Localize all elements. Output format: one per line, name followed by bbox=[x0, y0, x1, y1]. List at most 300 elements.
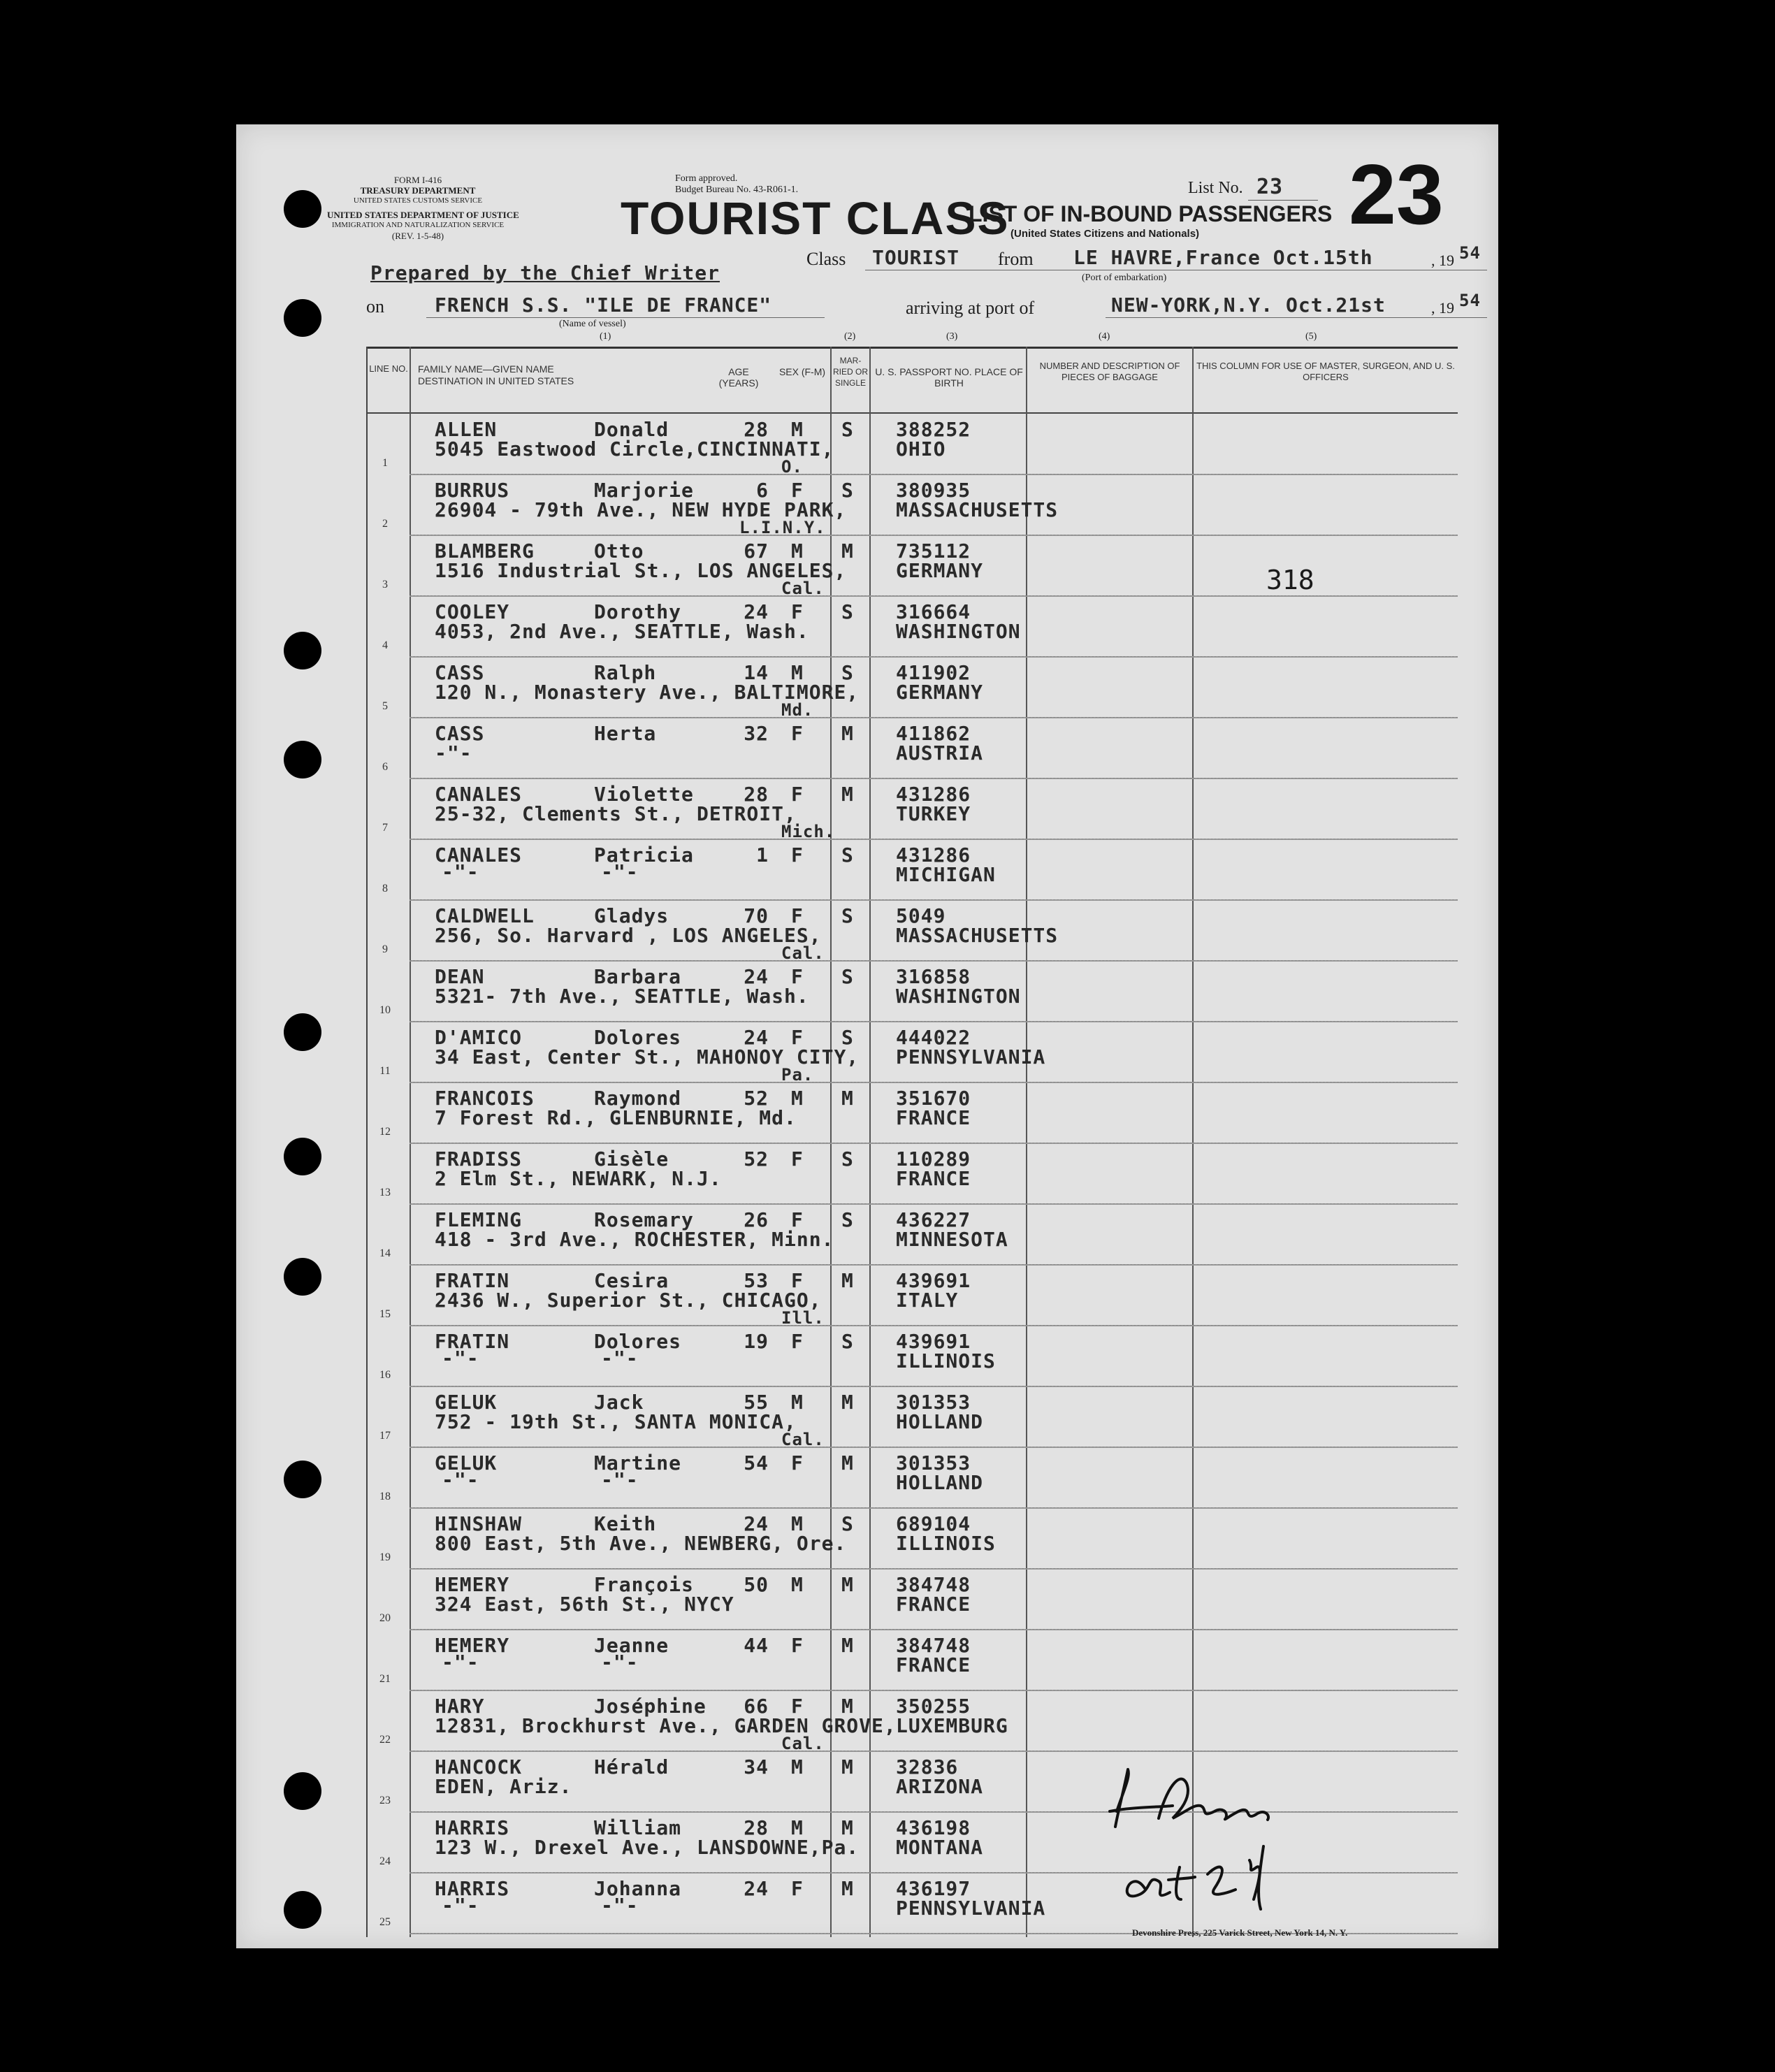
sex: F bbox=[791, 1634, 804, 1657]
ditto-mark: -"- bbox=[442, 1651, 479, 1674]
passport-number: 689104 bbox=[896, 1512, 971, 1535]
given-name: Jeanne bbox=[594, 1634, 669, 1657]
arriving-underline bbox=[1106, 317, 1487, 318]
passport-number: 5049 bbox=[896, 904, 946, 927]
given-name: Patricia bbox=[594, 843, 694, 867]
sex: F bbox=[791, 600, 804, 623]
given-name: Ralph bbox=[594, 661, 657, 684]
sex: M bbox=[791, 1391, 804, 1414]
place-of-birth: ARIZONA bbox=[896, 1775, 984, 1798]
row-divider bbox=[410, 778, 1458, 779]
destination-state: Cal. bbox=[781, 1734, 825, 1753]
passport-number: 431286 bbox=[896, 783, 971, 806]
family-name: HARRIS bbox=[435, 1877, 510, 1900]
place-of-birth: MINNESOTA bbox=[896, 1228, 1008, 1251]
destination-state: Ill. bbox=[781, 1308, 825, 1328]
age: 26 bbox=[744, 1208, 769, 1231]
from-year: 54 bbox=[1459, 243, 1481, 263]
age: 66 bbox=[744, 1695, 769, 1718]
destination-address: 752 - 19th St., SANTA MONICA, bbox=[435, 1410, 797, 1433]
place-of-birth: GERMANY bbox=[896, 681, 984, 704]
sex: F bbox=[791, 1147, 804, 1171]
sex: M bbox=[791, 418, 804, 441]
line-number: 21 bbox=[379, 1673, 391, 1685]
given-name: Dolores bbox=[594, 1330, 682, 1353]
marital-status: M bbox=[841, 1087, 854, 1110]
passport-number: 32836 bbox=[896, 1755, 959, 1778]
marital-status: M bbox=[841, 783, 854, 806]
age: 6 bbox=[756, 479, 769, 502]
budget-bureau-no: Budget Bureau No. 43-R061-1. bbox=[675, 184, 799, 195]
line-number: 11 bbox=[379, 1065, 391, 1077]
table-top-border bbox=[366, 347, 1458, 349]
line-number: 5 bbox=[382, 700, 388, 712]
age: 70 bbox=[744, 904, 769, 927]
passenger-manifest-page bbox=[236, 124, 1498, 1948]
marital-status: S bbox=[841, 1026, 854, 1049]
given-name: Jack bbox=[594, 1391, 644, 1414]
destination-state: Cal. bbox=[781, 579, 825, 598]
marital-status: M bbox=[841, 1391, 854, 1414]
age: 24 bbox=[744, 1512, 769, 1535]
sex: M bbox=[791, 1573, 804, 1596]
age: 14 bbox=[744, 661, 769, 684]
family-name: CANALES bbox=[435, 783, 523, 806]
age: 24 bbox=[744, 600, 769, 623]
arriving-year: 54 bbox=[1459, 291, 1481, 310]
passport-number: 110289 bbox=[896, 1147, 971, 1171]
given-name: Keith bbox=[594, 1512, 657, 1535]
passport-number: 431286 bbox=[896, 843, 971, 867]
punch-hole bbox=[284, 190, 321, 228]
age: 28 bbox=[744, 418, 769, 441]
marital-status: M bbox=[841, 1573, 854, 1596]
destination-address: 123 W., Drexel Ave., LANSDOWNE,Pa. bbox=[435, 1836, 860, 1859]
place-of-birth: ILLINOIS bbox=[896, 1349, 996, 1372]
marital-status: S bbox=[841, 1208, 854, 1231]
age: 32 bbox=[744, 722, 769, 745]
vessel-underline bbox=[426, 317, 825, 318]
sex: F bbox=[791, 1877, 804, 1900]
punch-hole bbox=[284, 1891, 321, 1929]
marital-status: M bbox=[841, 1695, 854, 1718]
family-name: BURRUS bbox=[435, 479, 510, 502]
age: 34 bbox=[744, 1755, 769, 1778]
given-name: Hérald bbox=[594, 1755, 669, 1778]
destination-address: 7 Forest Rd., GLENBURNIE, Md. bbox=[435, 1106, 797, 1129]
passport-number: 384748 bbox=[896, 1634, 971, 1657]
passport-number: 384748 bbox=[896, 1573, 971, 1596]
passport-number: 411862 bbox=[896, 722, 971, 745]
line-number: 16 bbox=[379, 1369, 391, 1381]
place-of-birth: ITALY bbox=[896, 1289, 959, 1312]
passport-number: 439691 bbox=[896, 1330, 971, 1353]
given-name: Martine bbox=[594, 1451, 682, 1475]
marital-status: S bbox=[841, 965, 854, 988]
destination-state: Cal. bbox=[781, 943, 825, 963]
customs-service: UNITED STATES CUSTOMS SERVICE bbox=[353, 196, 483, 205]
class-label: Class bbox=[806, 249, 846, 269]
passport-number: 350255 bbox=[896, 1695, 971, 1718]
age: 28 bbox=[744, 783, 769, 806]
destination-address: -"- bbox=[435, 741, 472, 765]
family-name: FRADISS bbox=[435, 1147, 523, 1171]
row-divider bbox=[410, 1143, 1458, 1144]
sex: M bbox=[791, 1755, 804, 1778]
line-number: 23 bbox=[379, 1795, 391, 1806]
line-number: 19 bbox=[379, 1551, 391, 1563]
col-num-1: (1) bbox=[600, 331, 611, 342]
arriving-year-prefix: , 19 bbox=[1431, 299, 1454, 317]
given-name: Gladys bbox=[594, 904, 669, 927]
age: 55 bbox=[744, 1391, 769, 1414]
given-name: Dolores bbox=[594, 1026, 682, 1049]
row-divider bbox=[410, 1629, 1458, 1630]
punch-hole bbox=[284, 1772, 321, 1810]
passport-number: 301353 bbox=[896, 1451, 971, 1475]
destination-state: Cal. bbox=[781, 1430, 825, 1449]
place-of-birth: FRANCE bbox=[896, 1653, 971, 1676]
place-of-birth: ILLINOIS bbox=[896, 1532, 996, 1555]
sex: M bbox=[791, 539, 804, 563]
passport-number: 735112 bbox=[896, 539, 971, 563]
sex: M bbox=[791, 661, 804, 684]
family-name: HINSHAW bbox=[435, 1512, 523, 1535]
sex: F bbox=[791, 1269, 804, 1292]
age: 28 bbox=[744, 1816, 769, 1839]
sex: F bbox=[791, 965, 804, 988]
destination-address: EDEN, Ariz. bbox=[435, 1775, 572, 1798]
col-header-married: MAR-RIED OR SINGLE bbox=[832, 356, 868, 388]
given-name: Otto bbox=[594, 539, 644, 563]
given-name: Dorothy bbox=[594, 600, 682, 623]
destination-state: O. bbox=[781, 457, 803, 477]
given-name: Violette bbox=[594, 783, 694, 806]
printer-credit: Devonshire Press, 225 Varick Street, New York 14, N. Y. bbox=[1132, 1927, 1348, 1938]
punch-hole bbox=[284, 1461, 321, 1498]
passport-number: 316858 bbox=[896, 965, 971, 988]
ditto-mark: -"- bbox=[601, 860, 639, 883]
family-name: COOLEY bbox=[435, 600, 510, 623]
row-divider bbox=[410, 960, 1458, 962]
family-name: CASS bbox=[435, 722, 485, 745]
port-embarkation-caption: (Port of embarkation) bbox=[1082, 273, 1167, 283]
place-of-birth: MONTANA bbox=[896, 1836, 984, 1859]
big-list-number: 23 bbox=[1349, 147, 1444, 242]
given-name: Gisèle bbox=[594, 1147, 669, 1171]
table-header-bottom bbox=[366, 412, 1458, 414]
form-approved: Form approved. bbox=[675, 173, 738, 184]
col-num-3: (3) bbox=[946, 331, 958, 342]
marital-status: M bbox=[841, 722, 854, 745]
line-number: 2 bbox=[382, 518, 388, 530]
sex: F bbox=[791, 783, 804, 806]
marital-status: S bbox=[841, 1512, 854, 1535]
ditto-mark: -"- bbox=[442, 1468, 479, 1491]
place-of-birth: HOLLAND bbox=[896, 1471, 984, 1494]
row-divider bbox=[410, 1507, 1458, 1509]
row-divider bbox=[410, 717, 1458, 718]
place-of-birth: FRANCE bbox=[896, 1593, 971, 1616]
row-divider bbox=[410, 656, 1458, 658]
punch-hole bbox=[284, 1258, 321, 1296]
punch-hole bbox=[284, 1138, 321, 1175]
destination-address: 12831, Brockhurst Ave., GARDEN GROVE, bbox=[435, 1714, 897, 1737]
destination-state: Md. bbox=[781, 700, 814, 720]
col-header-baggage: NUMBER AND DESCRIPTION OF PIECES OF BAGGAGE bbox=[1039, 361, 1180, 382]
line-number: 1 bbox=[382, 457, 388, 469]
col-border-baggage bbox=[1192, 347, 1194, 1937]
age: 24 bbox=[744, 1877, 769, 1900]
family-name: FRATIN bbox=[435, 1269, 510, 1292]
row-divider bbox=[410, 839, 1458, 840]
officer-note: 318 bbox=[1266, 565, 1314, 595]
marital-status: S bbox=[841, 843, 854, 867]
col-border-married bbox=[869, 347, 871, 1937]
department-of-justice: UNITED STATES DEPARTMENT OF JUSTICE bbox=[327, 210, 519, 220]
sex: F bbox=[791, 1208, 804, 1231]
age: 53 bbox=[744, 1269, 769, 1292]
on-label: on bbox=[366, 296, 384, 317]
ditto-mark: -"- bbox=[442, 860, 479, 883]
vessel-caption: (Name of vessel) bbox=[559, 319, 626, 329]
age: 24 bbox=[744, 1026, 769, 1049]
col-header-name: FAMILY NAME—GIVEN NAME bbox=[418, 363, 554, 375]
family-name: CANALES bbox=[435, 843, 523, 867]
family-name: FRANCOIS bbox=[435, 1087, 535, 1110]
line-number: 25 bbox=[379, 1916, 391, 1928]
ins-service: IMMIGRATION AND NATURALIZATION SERVICE bbox=[331, 221, 505, 229]
line-number: 4 bbox=[382, 639, 388, 651]
passport-number: 439691 bbox=[896, 1269, 971, 1292]
age: 44 bbox=[744, 1634, 769, 1657]
family-name: FLEMING bbox=[435, 1208, 523, 1231]
row-divider bbox=[410, 535, 1458, 536]
tourist-class-stamp: TOURIST CLASS bbox=[621, 192, 1010, 244]
given-name: William bbox=[594, 1816, 682, 1839]
from-year-prefix: , 19 bbox=[1431, 252, 1454, 269]
given-name: Johanna bbox=[594, 1877, 682, 1900]
passport-number: 388252 bbox=[896, 418, 971, 441]
place-of-birth: AUSTRIA bbox=[896, 741, 984, 765]
arriving-value: NEW-YORK,N.Y. Oct.21st bbox=[1111, 294, 1386, 317]
age: 50 bbox=[744, 1573, 769, 1596]
destination-state: Mich. bbox=[781, 822, 836, 841]
col-header-passport: U. S. PASSPORT NO. PLACE OF BIRTH bbox=[875, 366, 1023, 389]
destination-address: 5321- 7th Ave., SEATTLE, Wash. bbox=[435, 985, 809, 1008]
family-name: HARY bbox=[435, 1695, 485, 1718]
col-num-2: (2) bbox=[844, 331, 856, 342]
line-number: 8 bbox=[382, 883, 388, 894]
sex: F bbox=[791, 904, 804, 927]
family-name: GELUK bbox=[435, 1451, 498, 1475]
place-of-birth: PENNSYLVANIA bbox=[896, 1897, 1046, 1920]
destination-address: 2436 W., Superior St., CHICAGO, bbox=[435, 1289, 822, 1312]
marital-status: M bbox=[841, 1755, 854, 1778]
line-number: 9 bbox=[382, 943, 388, 955]
age: 52 bbox=[744, 1147, 769, 1171]
place-of-birth: WASHINGTON bbox=[896, 620, 1021, 643]
col-header-line-no: LINE NO. bbox=[369, 363, 408, 374]
age: 24 bbox=[744, 965, 769, 988]
marital-status: M bbox=[841, 1451, 854, 1475]
col-header-destination: DESTINATION IN UNITED STATES bbox=[418, 375, 574, 386]
marital-status: M bbox=[841, 539, 854, 563]
passport-number: 444022 bbox=[896, 1026, 971, 1049]
destination-address: 418 - 3rd Ave., ROCHESTER, Minn. bbox=[435, 1228, 834, 1251]
ditto-mark: -"- bbox=[601, 1894, 639, 1917]
prepared-by: Prepared by the Chief Writer bbox=[370, 261, 720, 284]
destination-address: 26904 - 79th Ave., NEW HYDE PARK, bbox=[435, 498, 847, 521]
revision-date: (REV. 1-5-48) bbox=[391, 231, 444, 241]
line-number: 12 bbox=[379, 1126, 391, 1138]
marital-status: M bbox=[841, 1634, 854, 1657]
line-number: 14 bbox=[379, 1247, 391, 1259]
list-no-underline bbox=[1248, 200, 1318, 201]
row-divider bbox=[410, 899, 1458, 901]
place-of-birth: HOLLAND bbox=[896, 1410, 984, 1433]
punch-hole bbox=[284, 632, 321, 669]
given-name: Cesira bbox=[594, 1269, 669, 1292]
destination-address: 5045 Eastwood Circle,CINCINNATI, bbox=[435, 437, 834, 461]
family-name: HEMERY bbox=[435, 1634, 510, 1657]
sex: F bbox=[791, 479, 804, 502]
destination-address: 120 N., Monastery Ave., BALTIMORE, bbox=[435, 681, 860, 704]
inspector-signature bbox=[1103, 1762, 1354, 1933]
line-number: 15 bbox=[379, 1308, 391, 1320]
row-divider bbox=[410, 1203, 1458, 1205]
family-name: HANCOCK bbox=[435, 1755, 523, 1778]
family-name: CALDWELL bbox=[435, 904, 535, 927]
given-name: Donald bbox=[594, 418, 669, 441]
destination-address: 324 East, 56th St., NYCY bbox=[435, 1593, 734, 1616]
sex: M bbox=[791, 1816, 804, 1839]
place-of-birth: GERMANY bbox=[896, 559, 984, 582]
passport-number: 436197 bbox=[896, 1877, 971, 1900]
given-name: Barbara bbox=[594, 965, 682, 988]
line-number: 17 bbox=[379, 1430, 391, 1442]
row-divider bbox=[410, 595, 1458, 597]
from-label: from bbox=[998, 249, 1034, 269]
sex: F bbox=[791, 722, 804, 745]
given-name: Herta bbox=[594, 722, 657, 745]
passport-number: 380935 bbox=[896, 479, 971, 502]
row-divider bbox=[410, 1021, 1458, 1022]
passport-number: 436198 bbox=[896, 1816, 971, 1839]
age: 54 bbox=[744, 1451, 769, 1475]
family-name: HEMERY bbox=[435, 1573, 510, 1596]
family-name: BLAMBERG bbox=[435, 539, 535, 563]
destination-state: L.I.N.Y. bbox=[739, 518, 826, 537]
family-name: CASS bbox=[435, 661, 485, 684]
sex: F bbox=[791, 1695, 804, 1718]
list-subtitle: (United States Citizens and Nationals) bbox=[1010, 228, 1200, 240]
list-no-value: 23 bbox=[1256, 175, 1284, 199]
sex: F bbox=[791, 1451, 804, 1475]
destination-state: Pa. bbox=[781, 1065, 814, 1085]
row-divider bbox=[410, 1690, 1458, 1691]
treasury-department: TREASURY DEPARTMENT bbox=[360, 185, 476, 196]
marital-status: S bbox=[841, 904, 854, 927]
family-name: GELUK bbox=[435, 1391, 498, 1414]
list-no-label: List No. bbox=[1188, 179, 1243, 197]
marital-status: M bbox=[841, 1877, 854, 1900]
sex: M bbox=[791, 1512, 804, 1535]
sex: F bbox=[791, 1330, 804, 1353]
sex: F bbox=[791, 1026, 804, 1049]
sex: M bbox=[791, 1087, 804, 1110]
age: 1 bbox=[756, 843, 769, 867]
col-header-sex: SEX (F-M) bbox=[778, 366, 826, 377]
marital-status: S bbox=[841, 661, 854, 684]
line-number: 10 bbox=[379, 1004, 391, 1016]
ditto-mark: -"- bbox=[601, 1347, 639, 1370]
destination-address: 34 East, Center St., MAHONOY CITY, bbox=[435, 1045, 860, 1068]
marital-status: S bbox=[841, 418, 854, 441]
row-divider bbox=[410, 1447, 1458, 1448]
marital-status: S bbox=[841, 479, 854, 502]
passport-number: 351670 bbox=[896, 1087, 971, 1110]
place-of-birth: MASSACHUSETTS bbox=[896, 924, 1059, 947]
col-header-age: AGE (YEARS) bbox=[718, 366, 759, 389]
row-divider bbox=[410, 1386, 1458, 1387]
marital-status: S bbox=[841, 1147, 854, 1171]
passport-number: 301353 bbox=[896, 1391, 971, 1414]
line-number: 24 bbox=[379, 1855, 391, 1867]
line-number: 3 bbox=[382, 579, 388, 591]
line-number: 7 bbox=[382, 822, 388, 834]
place-of-birth: WASHINGTON bbox=[896, 985, 1021, 1008]
destination-address: 800 East, 5th Ave., NEWBERG, Ore. bbox=[435, 1532, 847, 1555]
col-num-4: (4) bbox=[1099, 331, 1110, 342]
row-divider bbox=[410, 474, 1458, 475]
vessel-name: FRENCH S.S. "ILE DE FRANCE" bbox=[435, 294, 772, 317]
ditto-mark: -"- bbox=[442, 1894, 479, 1917]
place-of-birth: OHIO bbox=[896, 437, 946, 461]
line-number: 22 bbox=[379, 1734, 391, 1746]
destination-address: 2 Elm St., NEWARK, N.J. bbox=[435, 1167, 722, 1190]
destination-address: 25-32, Clements St., DETROIT, bbox=[435, 802, 797, 825]
col-border-sex bbox=[830, 347, 832, 1937]
row-divider bbox=[410, 1568, 1458, 1570]
family-name: ALLEN bbox=[435, 418, 498, 441]
ditto-mark: -"- bbox=[442, 1347, 479, 1370]
arriving-label: arriving at port of bbox=[906, 298, 1035, 318]
form-number: FORM I-416 bbox=[393, 175, 442, 185]
punch-hole bbox=[284, 741, 321, 778]
place-of-birth: FRANCE bbox=[896, 1167, 971, 1190]
given-name: Joséphine bbox=[594, 1695, 707, 1718]
row-divider bbox=[410, 1325, 1458, 1326]
place-of-birth: LUXEMBURG bbox=[896, 1714, 1008, 1737]
family-name: HARRIS bbox=[435, 1816, 510, 1839]
place-of-birth: MICHIGAN bbox=[896, 863, 996, 886]
row-divider bbox=[410, 1082, 1458, 1083]
col-border-line bbox=[410, 347, 411, 1937]
col-num-5: (5) bbox=[1305, 331, 1317, 342]
place-of-birth: TURKEY bbox=[896, 802, 971, 825]
passport-number: 316664 bbox=[896, 600, 971, 623]
age: 52 bbox=[744, 1087, 769, 1110]
line-number: 13 bbox=[379, 1187, 391, 1198]
destination-address: 256, So. Harvard , LOS ANGELES, bbox=[435, 924, 822, 947]
line-number: 6 bbox=[382, 761, 388, 773]
list-title: LIST OF IN-BOUND PASSENGERS bbox=[969, 201, 1333, 226]
sex: F bbox=[791, 843, 804, 867]
ditto-mark: -"- bbox=[601, 1651, 639, 1674]
row-divider bbox=[410, 1264, 1458, 1266]
age: 67 bbox=[744, 539, 769, 563]
